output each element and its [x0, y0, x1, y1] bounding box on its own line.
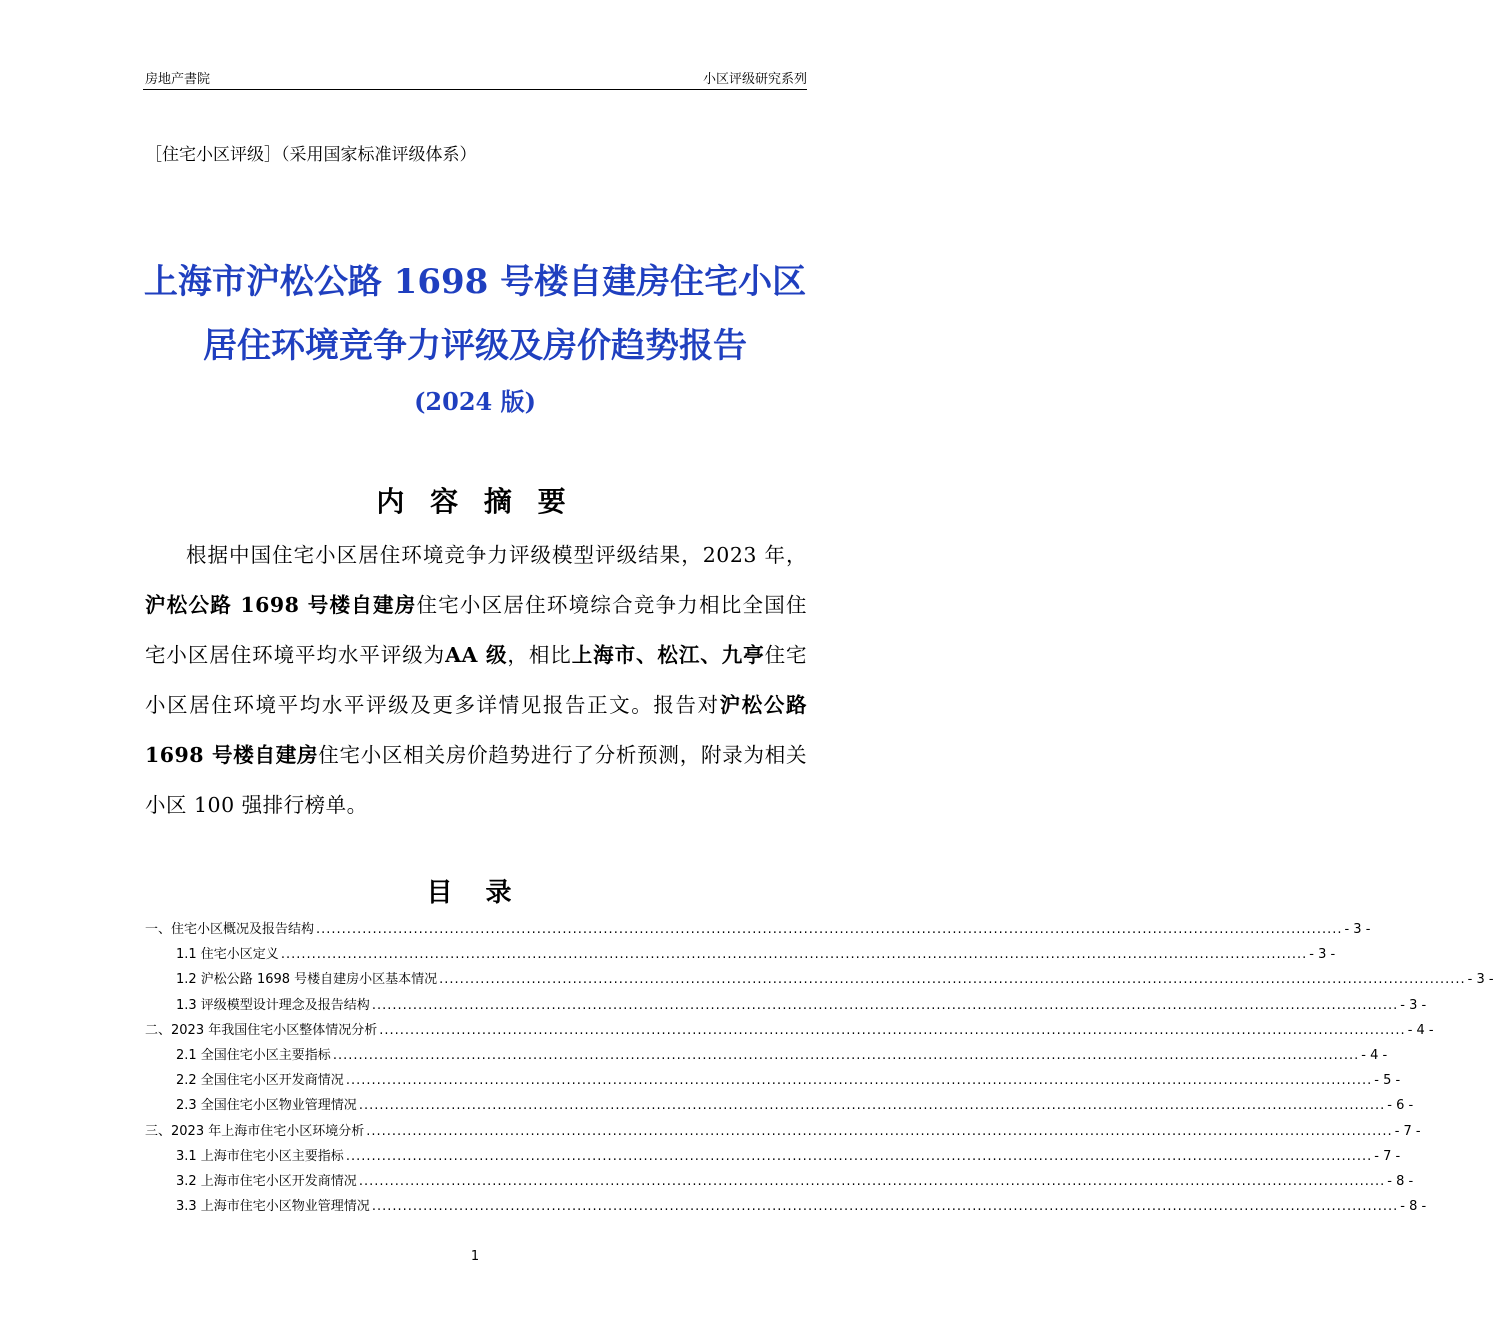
- toc-entry-page: - 3 -: [1344, 922, 1371, 937]
- toc-leader-dots: ........................................................................................................................................................................................................: [439, 972, 1466, 988]
- abstract-text-1: 根据中国住宅小区居住环境竞争力评级模型评级结果，2023 年，: [186, 543, 807, 567]
- toc-entry-page: - 7 -: [1394, 1123, 1421, 1139]
- toc-entry-page: - 8 -: [1387, 1173, 1414, 1189]
- toc-entry-label: 一、住宅小区概况及报告结构: [145, 922, 315, 937]
- toc-entry[interactable]: [145, 1069, 1401, 1094]
- toc-leader-dots: ........................................................................................................................................................................................................: [371, 1199, 1399, 1215]
- toc-leader-dots: ........................................................................................................................................................................................................: [358, 1098, 1386, 1114]
- report-edition: (2024 版): [414, 387, 536, 416]
- abstract-bold-regions: 上海市、松江、九亭: [571, 643, 765, 667]
- table-of-contents: [145, 918, 1494, 1220]
- page-number: 1: [470, 1249, 480, 1264]
- toc-entry[interactable]: [145, 1019, 1434, 1044]
- toc-entry-page: - 3 -: [1400, 997, 1427, 1013]
- toc-entry[interactable]: [145, 1170, 1414, 1195]
- toc-entry-page: - 6 -: [1387, 1098, 1414, 1114]
- toc-entry-page: - 3 -: [1309, 947, 1336, 963]
- toc-leader-dots: ........................................................................................................................................................................................................: [316, 922, 1343, 937]
- toc-leader-dots: ........................................................................................................................................................................................................: [366, 1123, 1393, 1139]
- toc-leader-dots: ........................................................................................................................................................................................................: [379, 1022, 1406, 1038]
- toc-entry-label: 1.1 住宅小区定义: [176, 947, 279, 963]
- report-title-line-2: 居住环境竞争力评级及房价趋势报告: [203, 326, 747, 366]
- toc-entry-label: 3.1 上海市住宅小区主要指标: [176, 1148, 344, 1164]
- abstract-paragraph: [145, 530, 807, 830]
- abstract-text-4: 住宅小区居住环境平均水平评级及更多详情见报告正文。报告对: [145, 643, 808, 717]
- abstract-heading: 内 容 摘 要: [376, 485, 574, 518]
- toc-entry[interactable]: [145, 943, 1336, 968]
- toc-entry-label: 1.3 评级模型设计理念及报告结构: [176, 997, 370, 1013]
- abstract-text-3: ，相比: [507, 643, 572, 667]
- abstract-bold-community-2: 沪松公路 1698 号楼自建房: [145, 693, 808, 767]
- toc-entry-page: - 3 -: [1467, 972, 1494, 988]
- toc-entry[interactable]: [145, 994, 1427, 1019]
- header-divider: [143, 89, 807, 90]
- toc-entry[interactable]: [145, 1195, 1427, 1220]
- toc-entry-page: - 8 -: [1400, 1199, 1427, 1215]
- toc-entry-label: 2.1 全国住宅小区主要指标: [176, 1047, 331, 1063]
- toc-entry-page: - 4 -: [1407, 1022, 1434, 1038]
- toc-entry[interactable]: [145, 1120, 1421, 1145]
- toc-entry-page: - 5 -: [1374, 1073, 1401, 1089]
- toc-leader-dots: ........................................................................................................................................................................................................: [332, 1047, 1360, 1063]
- abstract-bold-rating: AA 级: [445, 643, 508, 667]
- abstract-bold-community: 沪松公路 1698 号楼自建房: [145, 593, 417, 617]
- abstract-text-2: 住宅小区居住环境综合竞争力相比全国住宅小区居住环境平均水平评级为: [145, 593, 807, 667]
- toc-heading: 目 录: [426, 878, 524, 908]
- toc-leader-dots: ........................................................................................................................................................................................................: [345, 1148, 1373, 1164]
- toc-entry-label: 二、2023 年我国住宅小区整体情况分析: [145, 1022, 378, 1038]
- toc-entry-page: - 7 -: [1374, 1148, 1401, 1164]
- toc-entry[interactable]: [145, 1044, 1388, 1069]
- toc-entry[interactable]: [145, 968, 1494, 993]
- toc-entry-label: 2.2 全国住宅小区开发商情况: [176, 1073, 344, 1089]
- toc-entry[interactable]: [145, 918, 1371, 943]
- toc-leader-dots: ........................................................................................................................................................................................................: [280, 947, 1308, 963]
- toc-entry-label: 1.2 沪松公路 1698 号楼自建房小区基本情况: [176, 972, 438, 988]
- report-category: ［住宅小区评级］（采用国家标准评级体系）: [145, 145, 477, 165]
- abstract-text-5: 住宅小区相关房价趋势进行了分析预测，附录为相关小区 100 强排行榜单。: [145, 743, 807, 817]
- header-right-text: 小区评级研究系列: [702, 72, 807, 87]
- toc-entry-label: 3.3 上海市住宅小区物业管理情况: [176, 1199, 370, 1215]
- toc-entry[interactable]: [145, 1094, 1414, 1119]
- toc-entry[interactable]: [145, 1145, 1401, 1170]
- toc-leader-dots: ........................................................................................................................................................................................................: [371, 997, 1399, 1013]
- toc-entry-page: - 4 -: [1361, 1047, 1388, 1063]
- toc-entry-label: 2.3 全国住宅小区物业管理情况: [176, 1098, 357, 1114]
- report-title-line-1: 上海市沪松公路 1698 号楼自建房住宅小区: [143, 262, 807, 302]
- toc-leader-dots: ........................................................................................................................................................................................................: [345, 1073, 1373, 1089]
- toc-leader-dots: ........................................................................................................................................................................................................: [358, 1173, 1386, 1189]
- toc-entry-label: 3.2 上海市住宅小区开发商情况: [176, 1173, 357, 1189]
- header-left-text: 房地产書院: [145, 72, 211, 87]
- toc-entry-label: 三、2023 年上海市住宅小区环境分析: [145, 1123, 365, 1139]
